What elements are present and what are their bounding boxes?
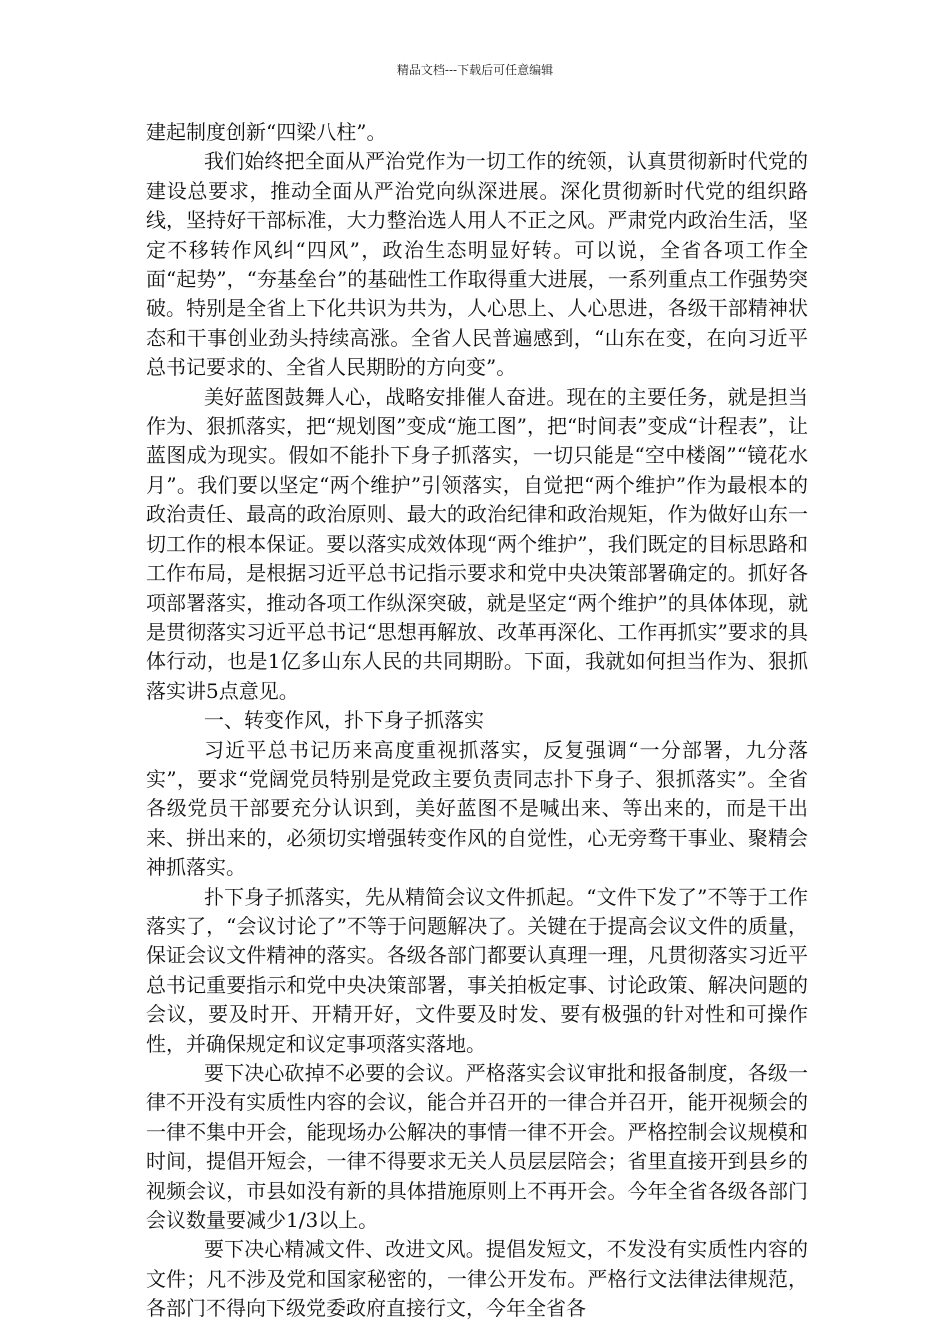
body-paragraph: 美好蓝图鼓舞人心，战略安排催人奋进。现在的主要任务，就是担当作为、狠抓落实，把“规划图”变成“施工图”，把“时间表”变成“计程表”，让蓝图成为现实。假如不能扑下身子抓落实，一切只能是“空中楼阁”“镜花水月”。我们要以坚定“两个维护”引领落实，自觉把“两个维护”作为最根本的政治责任、最高的政治原则、最大的政治纪律和政治规矩，作为做好山东一切工作的根本保证。要以落实成效体现“两个维护”，我们既定的目标思路和工作布局，是根据习近平总书记指示要求和党中央决策部署确定的。抓好各项部署落实，推动各项工作纵深突破，就是坚定“两个维护”的具体体现，就是贯彻落实习近平总书记“思想再解放、改革再深化、工作再抓实”要求的具体行动，也是1亿多山东人民的共同期盼。下面，我就如何担当作为、狠抓落实讲5点意见。: [146, 384, 808, 703]
body-paragraph: 要下决心砍掉不必要的会议。严格落实会议审批和报备制度，各级一律不开没有实质性内容的会议，能合并召开的一律合并召开，能开视频会的一律不集中开会，能现场办公解决的事情一律不开会。严格控制会议规模和时间，提倡开短会，一律不得要求无关人员层层陪会；省里直接开到县乡的视频会议，市县如没有新的具体措施原则上不再开会。今年全省各级各部门会议数量要减少1/3以上。: [146, 1061, 808, 1233]
section-heading: 一、转变作风，扑下身子抓落实: [204, 708, 484, 733]
page-header: 精品文档---下载后可任意编辑: [396, 63, 554, 77]
body-paragraph: 要下决心精减文件、改进文风。提倡发短文，不发没有实质性内容的文件；凡不涉及党和国家秘密的，一律公开发布。严格行文法律法律规范，各部门不得向下级党委政府直接行文，今年全省各: [146, 1237, 808, 1321]
body-paragraph: 习近平总书记历来高度重视抓落实，反复强调“一分部署，九分落实”，要求“党阔党员特别是党政主要负责同志扑下身子、狠抓落实”。全省各级党员干部要充分认识到，美好蓝图不是喊出来、等出来的，而是干出来、拼出来的，必须切实增强转变作风的自觉性，心无旁骛干事业、聚精会神抓落实。: [146, 737, 808, 880]
body-paragraph: 扑下身子抓落实，先从精简会议文件抓起。“文件下发了”不等于工作落实了，“会议讨论了”不等于问题解决了。关键在于提高会议文件的质量，保证会议文件精神的落实。各级各部门都要认真理一理，凡贯彻落实习近平总书记重要指示和党中央决策部署，事关拍板定事、讨论政策、解决问题的会议，要及时开、开精开好，文件要及时发、要有极强的针对性和可操作性，并确保规定和议定事项落实落地。: [146, 884, 808, 1056]
body-paragraph: 建起制度创新“四梁八柱”。: [146, 120, 387, 144]
body-paragraph: 我们始终把全面从严治党作为一切工作的统领，认真贯彻新时代党的建设总要求，推动全面从严治党向纵深进展。深化贯彻新时代党的组织路线，坚持好干部标准，大力整治选人用人不正之风。严肃党内政治生活，坚定不移转作风纠“四风”，政治生态明显好转。可以说，全省各项工作全面“起势”，“夯基垒台”的基础性工作取得重大进展，一系列重点工作强势突破。特别是全省上下化共识为共为，人心思上、人心思进，各级干部精神状态和干事创业劲头持续高涨。全省人民普遍感到，“山东在变，在向习近平总书记要求的、全省人民期盼的方向变”。: [146, 149, 808, 380]
document-body: [146, 118, 808, 1324]
